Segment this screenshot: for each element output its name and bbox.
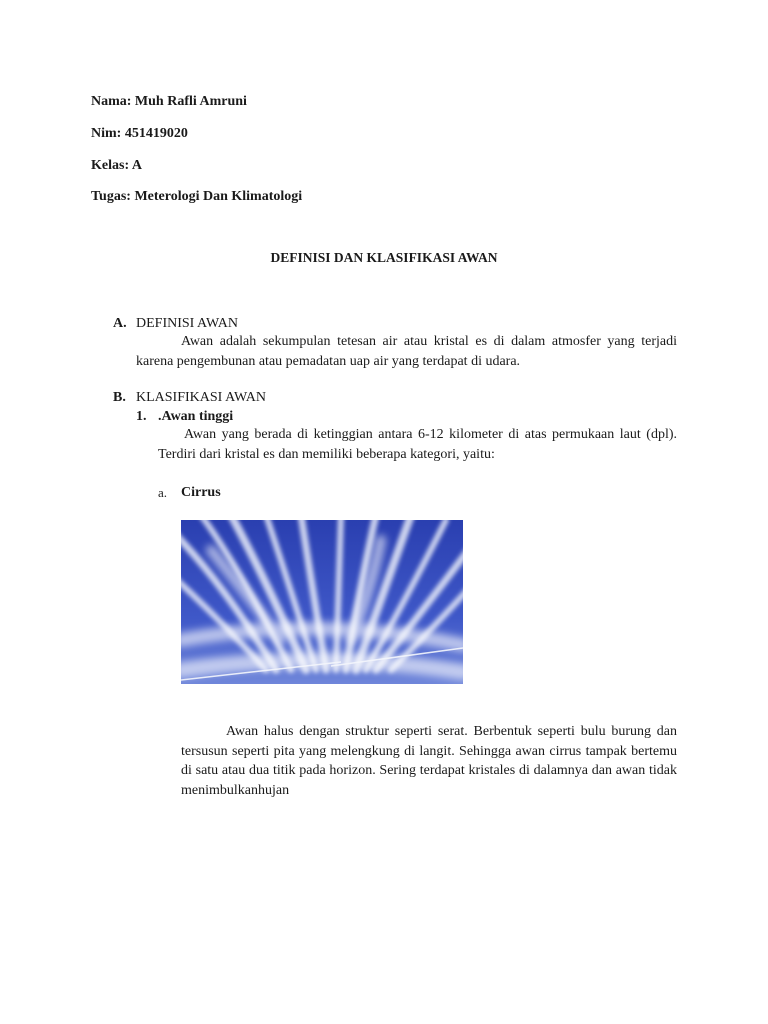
cirrus-cloud-illustration [181,520,463,684]
section-a-heading: DEFINISI AWAN [136,316,238,331]
item-1-heading: .Awan tinggi [158,409,234,424]
document-title: DEFINISI DAN KLASIFIKASI AWAN [270,250,498,265]
item-1-paragraph [158,425,677,464]
student-class: Kelas: A [91,158,142,173]
sub-a-text: Awan halus dengan struktur seperti serat. Berbentuk seperti bulu burung dan tersusun seperti pita yang melengkung di langit. Sehingga awan cirrus tampak bertemu di satu atau dua titik pada horizon. Sering terdapat kristales di dalamnya dan awan tidak menimbulkanhujan [181,724,677,798]
section-b-marker: B. [113,390,126,405]
student-name: Nama: Muh Rafli Amruni [91,94,247,109]
sub-a-marker: a. [158,485,168,500]
assignment-title: Tugas: Meterologi Dan Klimatologi [91,189,303,204]
item-1-text: Awan yang berada di ketinggian antara 6-12 kilometer di atas permukaan laut (dpl). Terdiri dari kristal es dan memiliki beberapa kategori, yaitu: [158,427,677,462]
section-a-marker: A. [113,316,127,331]
section-a-text: Awan adalah sekumpulan tetesan air atau kristal es di dalam atmosfer yang terjadi karena pengembunan atau pemadatan uap air yang terdapat di udara. [136,334,677,369]
section-a-paragraph [136,332,677,371]
section-b-heading: KLASIFIKASI AWAN [136,390,266,405]
student-nim: Nim: 451419020 [91,126,188,141]
sub-a-heading: Cirrus [181,485,221,500]
cirrus-cloud-image [181,520,463,684]
item-1-marker: 1. [136,409,147,424]
sub-a-paragraph [181,722,677,800]
